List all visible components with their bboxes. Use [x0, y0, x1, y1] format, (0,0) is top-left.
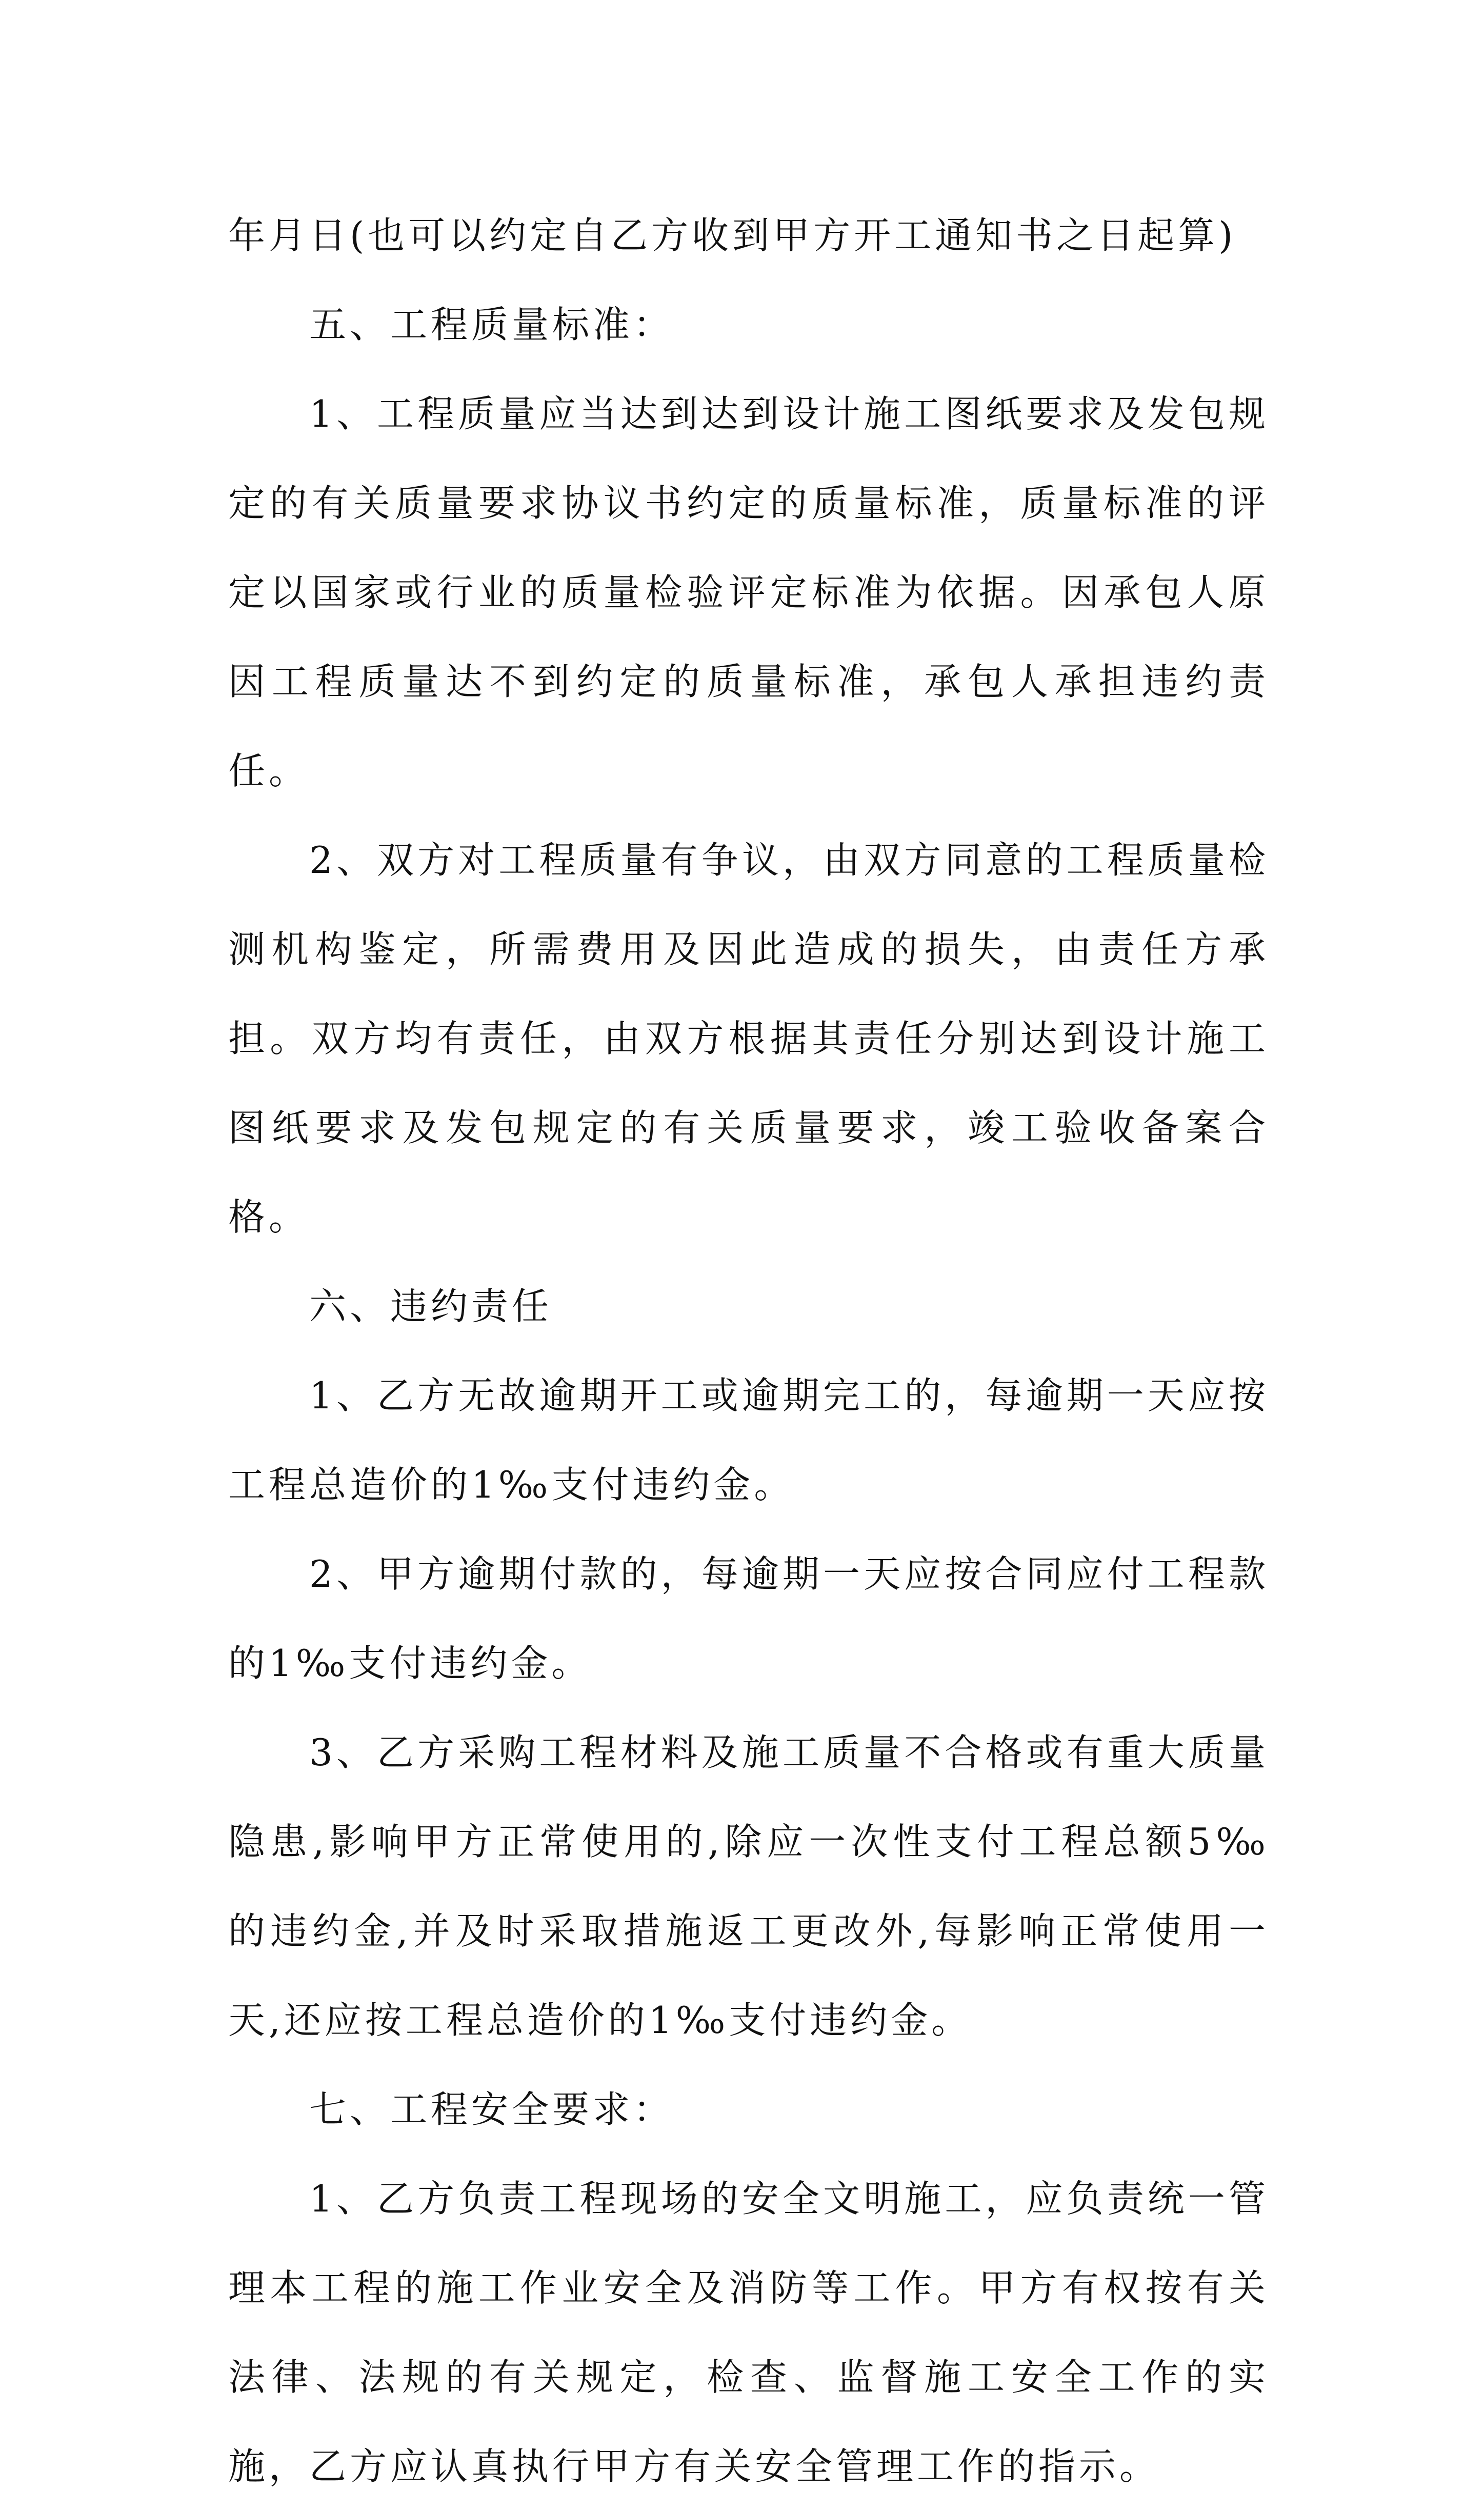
heading-quality-standard: 五、工程质量标准：: [309, 303, 674, 346]
heading-safety-requirements: 七、工程安全要求：: [309, 2088, 674, 2131]
heading-breach-liability: 六、违约责任: [309, 1285, 553, 1328]
paragraph-breach-1: 1、乙方无故逾期开工或逾期完工的，每逾期一天应按工程总造价的1‰支付违约金。: [228, 1374, 1269, 1506]
document-body: [228, 191, 1269, 2511]
paragraph-quality-2: 2、双方对工程质量有争议，由双方同意的工程质量检测机构鉴定，所需费用及因此造成的损失，由责任方承担。双方均有责任，由双方根据其责任分别达到设计施工图纸要求及发包规定的有关质量要求，竣工验收备案合格。: [228, 839, 1269, 1239]
paragraph-date-note: 年月日(也可以约定自乙方收到甲方开工通知书之日起算): [228, 214, 1237, 257]
paragraph-safety-1: 1、乙方负责工程现场的安全文明施工，应负责统一管理本工程的施工作业安全及消防等工作。甲方有权按有关法律、法规的有关规定，检查、监督施工安全工作的实施，乙方应认真执行甲方有关安全管理工作的指示。: [228, 2177, 1269, 2488]
paragraph-breach-3: 3、乙方采购工程材料及施工质量不合格或有重大质量隐患,影响甲方正常使用的,除应一次性支付工程总额5‰的违约金,并及时采取措施返工更改外,每影响正常使用一天,还应按工程总造价的1‰支付违约金。: [228, 1731, 1269, 2042]
paragraph-breach-2: 2、甲方逾期付款的，每逾期一天应按合同应付工程款的1‰支付违约金。: [228, 1552, 1269, 1685]
paragraph-quality-1: 1、工程质量应当达到达到设计施工图纸要求及发包规定的有关质量要求协议书约定的质量标准，质量标准的评定以国家或行业的质量检验评定标准为依据。因承包人原因工程质量达不到约定的质量标准，承包人承担违约责任。: [228, 392, 1269, 792]
